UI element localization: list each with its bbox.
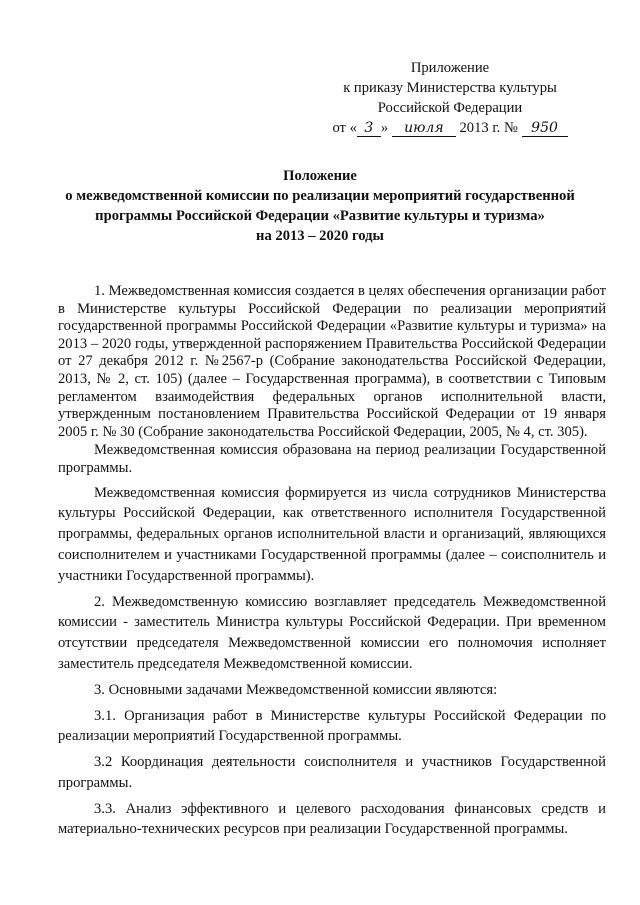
paragraph-4: 2. Межведомственную комиссию возглавляет председатель Межведомственной комиссии - заместитель Министра культуры Российской Федерации. При временном отсутствии председателя Межведомственной комиссии его полномочия исполняет заместитель председателя Межведомственной комиссии. (58, 593, 606, 672)
appendix-federation: Российской Федерации (377, 100, 523, 116)
paragraph-3: Межведомственная комиссия формируется из числа сотрудников Министерства культуры Российской Федерации, как ответственного исполнителя Государственной программы, федеральных органов исполнительной власти и организаций, являющихся соисполнителем и участниками Государственной программы (далее – соисполнитель и участники Государственной программы). (58, 484, 606, 584)
handwritten-day: 3 (357, 120, 381, 137)
paragraph-7: 3.2 Координация деятельности соисполнителя и участников Государственной программы. (58, 754, 606, 791)
date-separator: » (380, 120, 389, 136)
title-line-4: на 2013 – 2020 годы (256, 228, 384, 244)
date-year: 2013 г. № (459, 120, 518, 136)
title-line-1: Положение (283, 168, 357, 184)
document-body (58, 283, 606, 840)
paragraph-2: Межведомственная комиссия образована на период реализации Государственной программы. (58, 442, 606, 476)
appendix-date-line (300, 118, 600, 138)
paragraph-8: 3.3. Анализ эффективного и целевого расходования финансовых средств и материально-технических ресурсов при реализации Государственной программы. (58, 800, 606, 838)
paragraph-6: 3.1. Организация работ в Министерстве культуры Российской Федерации по реализации мероприятий Государственной программы. (58, 707, 606, 745)
paragraph-5: 3. Основными задачами Межведомственной комиссии являются: (94, 681, 498, 698)
paragraph-1: 1. Межведомственная комиссия создается в целях обеспечения организации работ в Министерстве культуры Российской Федерации по реализации мероприятий государственной программы Российской Федерации «Развитие культуры и туризма» на 2013 – 2020 годы, утвержденной распоряжением Правительства Российской Федерации от 27 декабря 2012 г. №2567-р (Собрание законодательства Российской Федерации, 2013, № 2, ст. 105) (далее – Государственная программа), в соответствии с Типовым регламентом взаимодействия федеральных органов исполнительной власти, утвержденным постановлением Правительства Российской Федерации от 19 января 2005 г. № 30 (Собрание законодательства Российской Федерации, 2005, № 4, ст. 305). (58, 283, 606, 440)
title-line-2: о межведомственной комиссии по реализации мероприятий государственной (65, 188, 575, 204)
appendix-order-ref: к приказу Министерства культуры (343, 80, 557, 96)
appendix-block (300, 58, 600, 138)
appendix-label: Приложение (410, 60, 490, 76)
date-prefix: от « (332, 120, 357, 136)
handwritten-order-number: 950 (522, 120, 568, 137)
title-line-3: программы Российской Федерации «Развитие культуры и туризма» (95, 208, 545, 224)
document-title (40, 166, 600, 246)
handwritten-month: июля (392, 120, 456, 137)
